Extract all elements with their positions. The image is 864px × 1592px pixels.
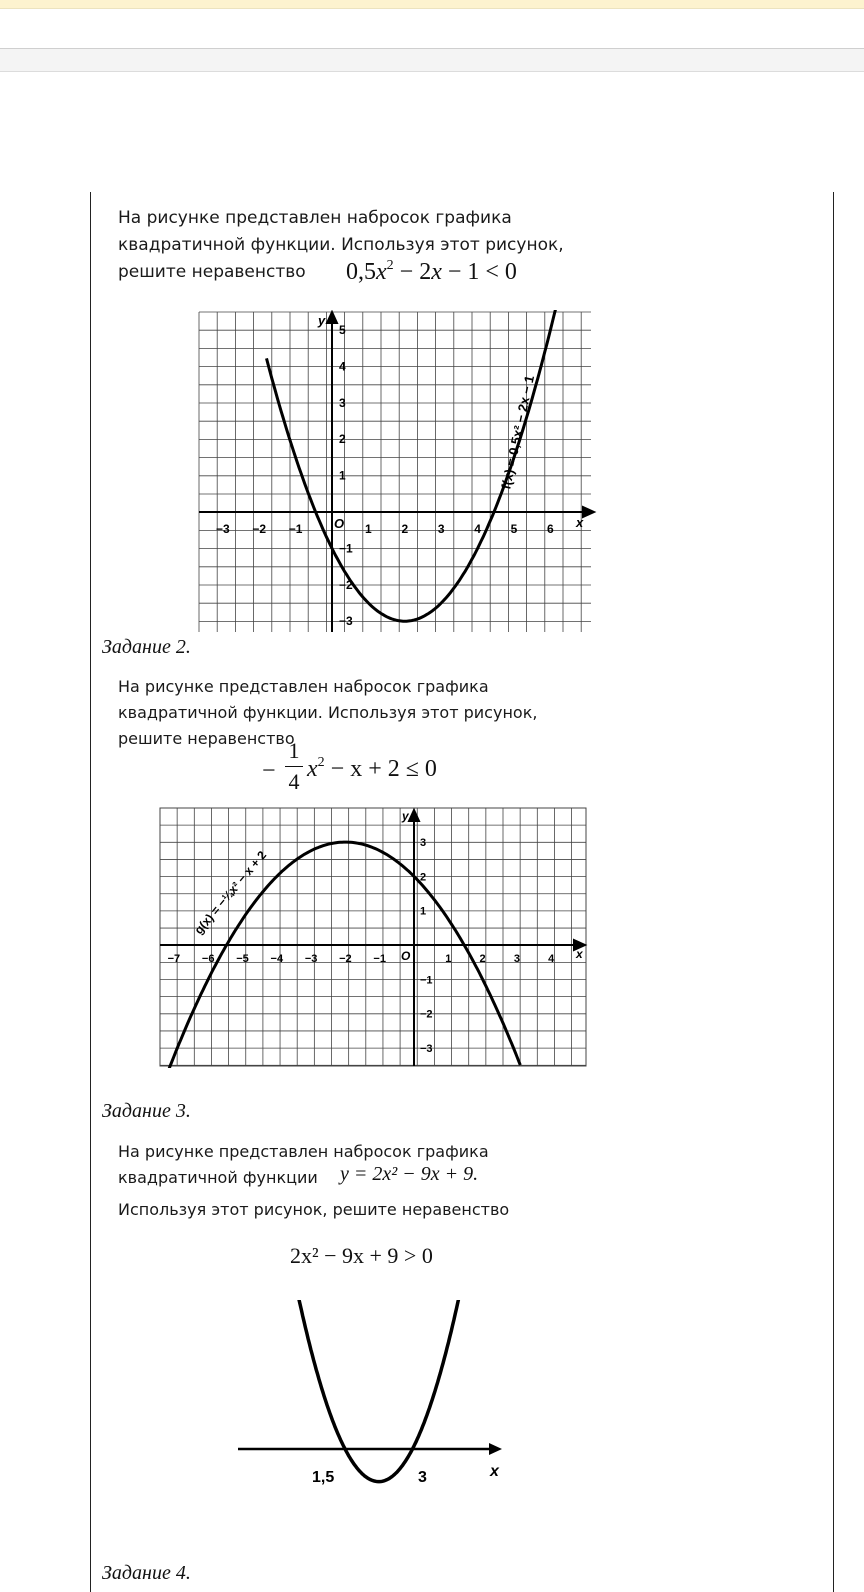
- task2-curve-label: g(x) = −¼x² − x + 2: [191, 848, 270, 937]
- task2-formula-minus: −: [262, 758, 276, 784]
- task1-line2: квадратичной функции. Используя этот рисунок,: [118, 235, 564, 255]
- task3-line1: На рисунке представлен набросок графика: [118, 1142, 489, 1161]
- x-tick-label: 1: [365, 522, 372, 536]
- task1-line1: На рисунке представлен набросок графика: [118, 208, 512, 228]
- task3-root1-label: 1,5: [312, 1469, 335, 1486]
- y-tick-label: 1: [420, 905, 427, 918]
- task1-formula: $0,5x^2 - 2x - 1 < 0$: [346, 258, 517, 285]
- task3-x-arrow: [489, 1443, 502, 1455]
- x-tick-label: 2: [479, 953, 486, 965]
- x-tick-label: 5: [510, 522, 518, 536]
- task3-heading: Задание 3.: [102, 1100, 191, 1122]
- task2-formula-numerator: 1: [288, 738, 300, 763]
- task2-formula-denominator: 4: [288, 769, 300, 794]
- x-tick-label: −7: [167, 953, 181, 965]
- x-tick-label: −6: [201, 953, 215, 965]
- task1-origin-label: O: [334, 516, 345, 531]
- task2-heading: Задание 2.: [102, 636, 191, 658]
- y-tick-label: −3: [420, 1042, 433, 1055]
- x-tick-label: −3: [215, 522, 230, 536]
- task1-grid: [199, 312, 591, 632]
- task2-x-label: x: [576, 947, 583, 961]
- task2-y-label: y: [402, 809, 409, 823]
- top-notification-bar: [0, 0, 864, 9]
- task1-x-arrow: [583, 507, 594, 517]
- x-tick-label: 1: [445, 953, 452, 965]
- x-tick-label: 4: [474, 522, 481, 536]
- x-tick-label: 3: [513, 953, 520, 965]
- x-tick-label: 3: [437, 522, 445, 536]
- toolbar-strip: [0, 48, 864, 72]
- task1-x-label: x: [576, 515, 584, 530]
- task2-fraction-bar: [285, 766, 303, 767]
- task2-line3: решите неравенство: [118, 729, 295, 748]
- y-tick-label: −1: [420, 974, 433, 987]
- x-tick-label: −1: [288, 522, 303, 536]
- task3-root2-label: 3: [418, 1469, 427, 1486]
- y-tick-label: 3: [339, 395, 346, 410]
- y-tick-label: 2: [420, 871, 427, 884]
- task2-graph: [158, 806, 590, 1068]
- y-tick-label: 5: [339, 323, 346, 337]
- y-tick-label: 4: [339, 359, 346, 374]
- task3-graph: [230, 1300, 510, 1520]
- task1-y-label: y: [318, 313, 326, 328]
- task2-formula: $x^2 - x + 2 \le 0$: [307, 755, 437, 782]
- task3-line2: квадратичной функции: [118, 1168, 318, 1187]
- task2-origin-label: O: [401, 949, 411, 963]
- x-tick-label: −2: [339, 953, 352, 965]
- task3-x-label: x: [490, 1463, 499, 1480]
- task1-curve-label: f(x) = 0,5x² − 2x − 1: [498, 374, 538, 491]
- task3-inequality-formula: 2x² − 9x + 9 > 0: [290, 1243, 433, 1268]
- x-tick-label: 2: [401, 522, 409, 536]
- y-tick-label: −2: [420, 1008, 433, 1021]
- x-tick-label: −2: [252, 522, 267, 536]
- y-tick-label: −2: [339, 577, 353, 592]
- x-tick-label: −4: [270, 953, 284, 965]
- y-tick-label: 1: [339, 468, 346, 483]
- task3-parabola: [287, 1300, 473, 1482]
- x-tick-label: −1: [373, 953, 386, 965]
- task2-line2: квадратичной функции. Используя этот рисунок,: [118, 703, 538, 722]
- y-tick-label: 3: [420, 837, 427, 850]
- task1-graph: [197, 310, 597, 632]
- y-tick-label: 2: [339, 432, 346, 447]
- task3-line3: Используя этот рисунок, решите неравенство: [118, 1200, 510, 1219]
- x-tick-label: 4: [548, 953, 555, 965]
- task4-heading: Задание 4.: [102, 1562, 191, 1584]
- task2-text: [118, 674, 537, 752]
- x-tick-label: −5: [236, 953, 249, 965]
- task3-function-formula: y = 2x² − 9x + 9.: [340, 1163, 479, 1185]
- task2-line1: На рисунке представлен набросок графика: [118, 677, 489, 696]
- task1-y-arrow: [327, 312, 337, 323]
- x-tick-label: 6: [547, 522, 554, 536]
- task1-line3: решите неравенство: [118, 262, 306, 282]
- y-tick-label: −1: [339, 541, 353, 556]
- x-tick-label: −3: [304, 953, 318, 965]
- y-tick-label: −3: [339, 614, 353, 629]
